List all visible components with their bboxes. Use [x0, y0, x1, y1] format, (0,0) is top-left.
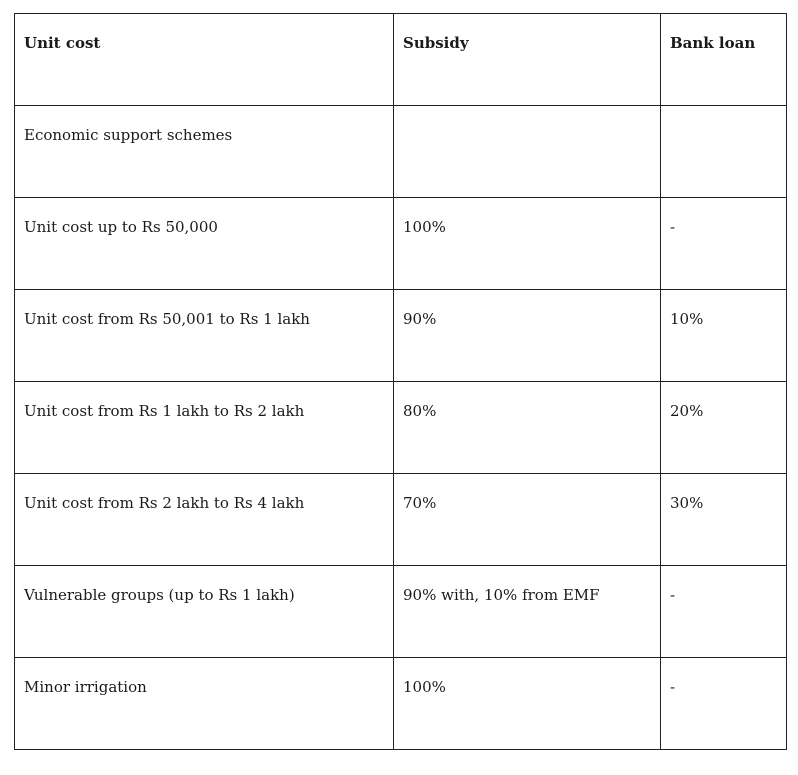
cell-bank-loan	[661, 106, 787, 198]
cell-bank-loan: 10%	[661, 290, 787, 382]
cell-unit-cost: Unit cost from Rs 1 lakh to Rs 2 lakh	[15, 382, 394, 474]
table-row	[15, 198, 787, 290]
cell-subsidy: 90% with, 10% from EMF	[394, 566, 661, 658]
cell-subsidy: 90%	[394, 290, 661, 382]
cell-unit-cost: Unit cost from Rs 2 lakh to Rs 4 lakh	[15, 474, 394, 566]
cell-bank-loan: 30%	[661, 474, 787, 566]
table-row	[15, 106, 787, 198]
cell-bank-loan: -	[661, 658, 787, 750]
cell-subsidy: 80%	[394, 382, 661, 474]
header-bank-loan: Bank loan	[661, 14, 787, 106]
table-header-row	[15, 14, 787, 106]
cell-subsidy	[394, 106, 661, 198]
table-row	[15, 290, 787, 382]
cell-unit-cost: Minor irrigation	[15, 658, 394, 750]
table-row	[15, 474, 787, 566]
cell-bank-loan: -	[661, 198, 787, 290]
subsidy-table	[14, 13, 787, 750]
table-row	[15, 658, 787, 750]
cell-unit-cost: Economic support schemes	[15, 106, 394, 198]
cell-unit-cost: Vulnerable groups (up to Rs 1 lakh)	[15, 566, 394, 658]
table-row	[15, 382, 787, 474]
header-unit-cost: Unit cost	[15, 14, 394, 106]
cell-subsidy: 100%	[394, 198, 661, 290]
cell-unit-cost: Unit cost up to Rs 50,000	[15, 198, 394, 290]
cell-bank-loan: 20%	[661, 382, 787, 474]
cell-subsidy: 70%	[394, 474, 661, 566]
header-subsidy: Subsidy	[394, 14, 661, 106]
cell-unit-cost: Unit cost from Rs 50,001 to Rs 1 lakh	[15, 290, 394, 382]
cell-bank-loan: -	[661, 566, 787, 658]
cell-subsidy: 100%	[394, 658, 661, 750]
table-row	[15, 566, 787, 658]
